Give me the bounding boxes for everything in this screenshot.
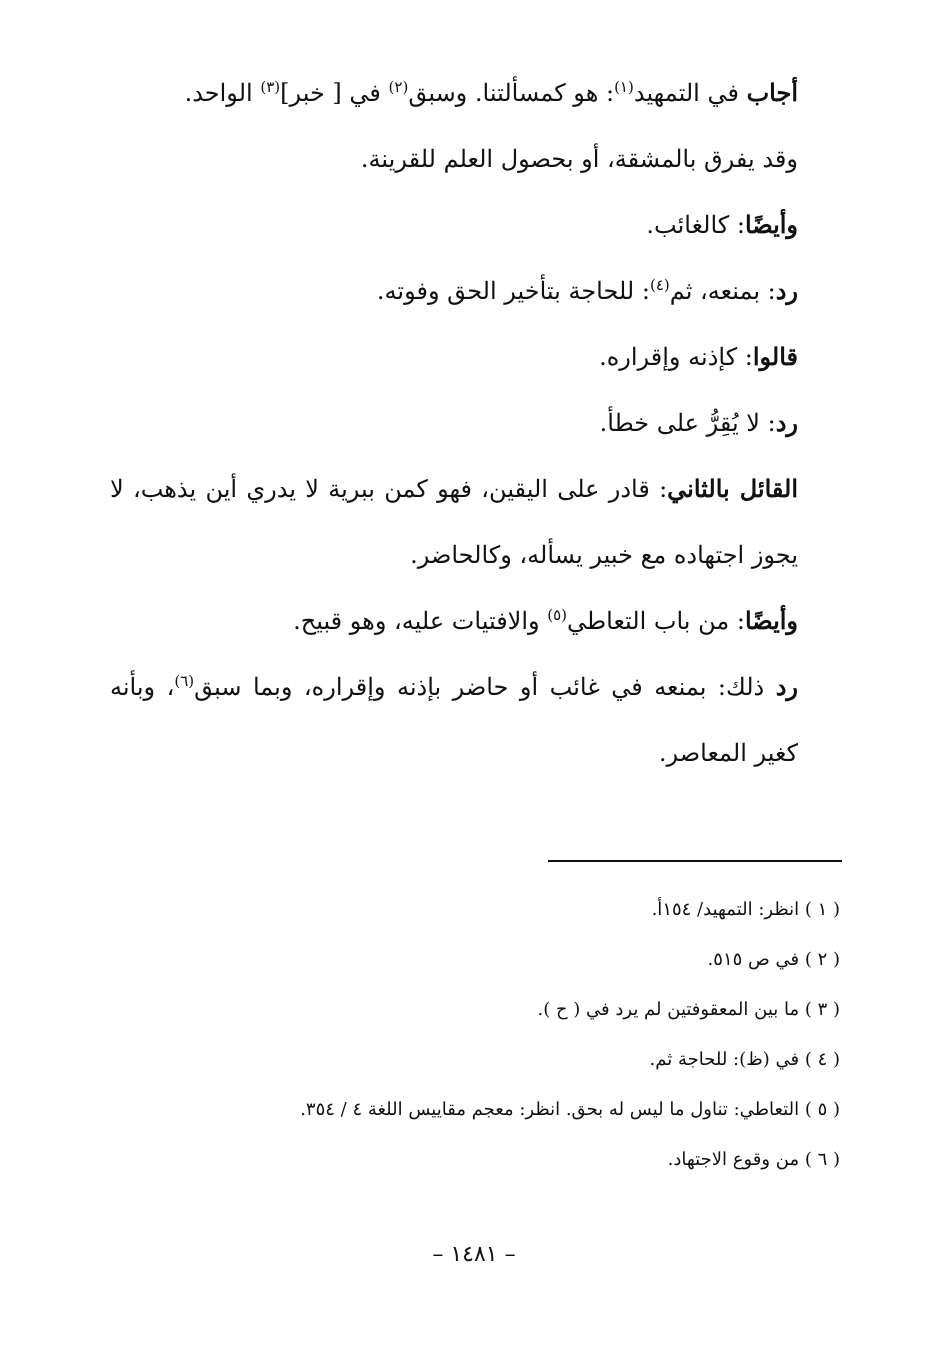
paragraph-distinction [110, 126, 840, 192]
page-number: – ١٤٨١ – [432, 1242, 516, 1267]
paragraph-lead: وأيضًا [744, 210, 798, 239]
paragraph-reply-1 [110, 60, 840, 126]
paragraph-rebuttal-1 [110, 258, 840, 324]
paragraph-text: : بمنعه، ثم [669, 277, 776, 305]
footnote-1: ( ١ ) انظر: التمهيد/ ١٥٤أ. [651, 899, 840, 920]
paragraph-lead: أجاب [746, 78, 798, 107]
footnote-ref-1[interactable]: (١) [614, 78, 634, 96]
footnote-ref-2[interactable]: (٢) [388, 78, 409, 96]
footnote-2: ( ٢ ) في ص ٥١٥. [707, 949, 840, 970]
paragraph-text: : هو كمسألتنا. وسبق [408, 79, 615, 107]
paragraph-text: والافتيات عليه، وهو قبيح. [293, 607, 548, 635]
paragraph-they-said [110, 324, 840, 390]
paragraph-text: : لا يُقِرُّ على خطأ. [599, 409, 776, 437]
paragraph-also-2 [110, 588, 840, 654]
footnote-ref-4[interactable]: (٤) [649, 276, 670, 294]
paragraph-text: : كإذنه وإقراره. [599, 343, 753, 371]
paragraph-text: في التمهيد [633, 79, 747, 107]
footnotes [110, 885, 840, 1185]
paragraph-text: وقد يفرق بالمشقة، أو بحصول العلم للقرينة. [360, 145, 798, 173]
paragraph-text: : للحاجة بتأخير الحق وفوته. [376, 277, 650, 305]
paragraph-rebuttal-2 [110, 390, 840, 456]
paragraph-rebuttal-3 [110, 654, 840, 786]
paragraph-text: : قادر على اليقين، فهو كمن ببرية لا يدري أين يذهب، لا يجوز اجتهاده مع خبير يسأله، وكالحاضر. [110, 475, 798, 569]
paragraph-lead: قالوا [752, 342, 798, 371]
paragraph-second-view [110, 456, 840, 588]
paragraph-text: في [ خبر] [280, 79, 389, 107]
paragraph-lead: رد [775, 276, 798, 305]
paragraph-text: ذلك: بمنعه في غائب أو حاضر بإذنه وإقراره، وبما سبق [194, 673, 776, 701]
footnote-6: ( ٦ ) من وقوع الاجتهاد. [667, 1149, 840, 1170]
footnote-5: ( ٥ ) التعاطي: تناول ما ليس له بحق. انظر: معجم مقاييس اللغة ٤ / ٣٥٤. [300, 1099, 840, 1120]
footnote-ref-3[interactable]: (٣) [260, 78, 281, 96]
footnote-4: ( ٤ ) في (ظ): للحاجة ثم. [649, 1049, 840, 1070]
footnote-ref-6[interactable]: (٦) [174, 672, 195, 690]
paragraph-lead: القائل بالثاني [667, 474, 799, 503]
footnote-3: ( ٣ ) ما بين المعقوفتين لم يرد في ( ح ). [537, 999, 840, 1020]
paragraph-text: : كالغائب. [646, 211, 745, 239]
paragraph-lead: وأيضًا [744, 606, 798, 635]
paragraph-also-1 [110, 192, 840, 258]
footnote-ref-5[interactable]: (٥) [547, 606, 568, 624]
paragraph-lead: رد [775, 408, 798, 437]
paragraph-lead: رد [775, 672, 798, 701]
paragraph-text: ، وبأنه كغير المعاصر. [110, 673, 798, 767]
main-text [110, 60, 840, 786]
paragraph-text: الواحد. [184, 79, 261, 107]
paragraph-text: : من باب التعاطي [567, 607, 745, 635]
footnote-separator [548, 860, 842, 862]
